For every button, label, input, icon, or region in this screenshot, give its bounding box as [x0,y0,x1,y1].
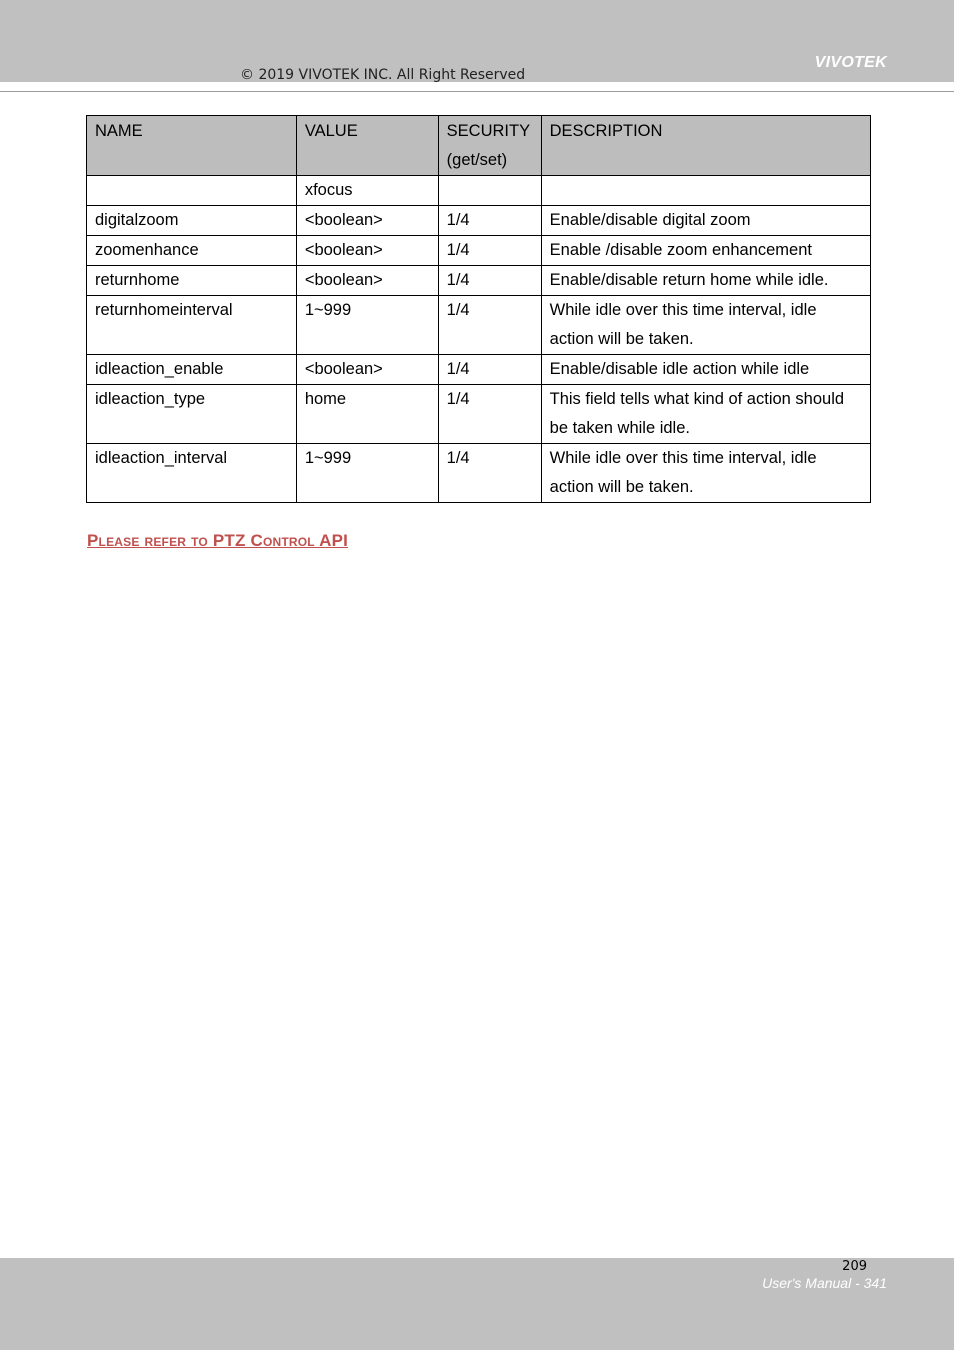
cell-name: idleaction_interval [87,444,297,503]
table-row [87,176,871,206]
manual-page-label: User's Manual - 341 [762,1275,887,1291]
table-row [87,296,871,355]
cell-description: This field tells what kind of action should be taken while idle. [541,385,870,444]
header-divider [0,91,954,92]
cell-security: 1/4 [438,296,541,355]
cell-security [438,176,541,206]
table-row [87,236,871,266]
table-row [87,385,871,444]
cell-security: 1/4 [438,385,541,444]
cell-security: 1/4 [438,444,541,503]
cell-value: <boolean> [296,266,438,296]
cell-description: Enable/disable digital zoom [541,206,870,236]
cell-value: 1~999 [296,444,438,503]
cell-description: Enable /disable zoom enhancement [541,236,870,266]
cell-security: 1/4 [438,355,541,385]
column-header-value: VALUE [296,116,438,176]
table-row [87,266,871,296]
table-header-row [87,116,871,176]
cell-value: home [296,385,438,444]
footer-band [0,1258,954,1350]
cell-value: xfocus [296,176,438,206]
cell-value: <boolean> [296,236,438,266]
cell-name: returnhome [87,266,297,296]
table-row [87,206,871,236]
column-header-name: NAME [87,116,297,176]
cell-name: digitalzoom [87,206,297,236]
cell-description: Enable/disable idle action while idle [541,355,870,385]
cell-description: Enable/disable return home while idle. [541,266,870,296]
cell-description [541,176,870,206]
brand-logo-text: VIVOTEK [814,54,887,71]
page-number: 209 [842,1259,867,1274]
cell-description: While idle over this time interval, idle action will be taken. [541,444,870,503]
cell-name: idleaction_enable [87,355,297,385]
cell-value: <boolean> [296,206,438,236]
cell-description: While idle over this time interval, idle action will be taken. [541,296,870,355]
cell-name [87,176,297,206]
parameter-table [86,115,871,503]
cell-name: idleaction_type [87,385,297,444]
cell-value: <boolean> [296,355,438,385]
copyright-notice: © 2019 VIVOTEK INC. All Right Reserved [240,67,526,83]
column-header-description: DESCRIPTION [541,116,870,176]
column-header-security [438,116,541,176]
cell-security: 1/4 [438,266,541,296]
column-header-security-line1: SECURITY [446,122,531,140]
table-row [87,444,871,503]
column-header-security-line2: (get/set) [446,151,508,169]
ptz-control-api-link[interactable]: Please refer to PTZ Control API [87,531,349,550]
cell-security: 1/4 [438,236,541,266]
table-row [87,355,871,385]
cell-name: zoomenhance [87,236,297,266]
cell-value: 1~999 [296,296,438,355]
cell-security: 1/4 [438,206,541,236]
cell-name: returnhomeinterval [87,296,297,355]
